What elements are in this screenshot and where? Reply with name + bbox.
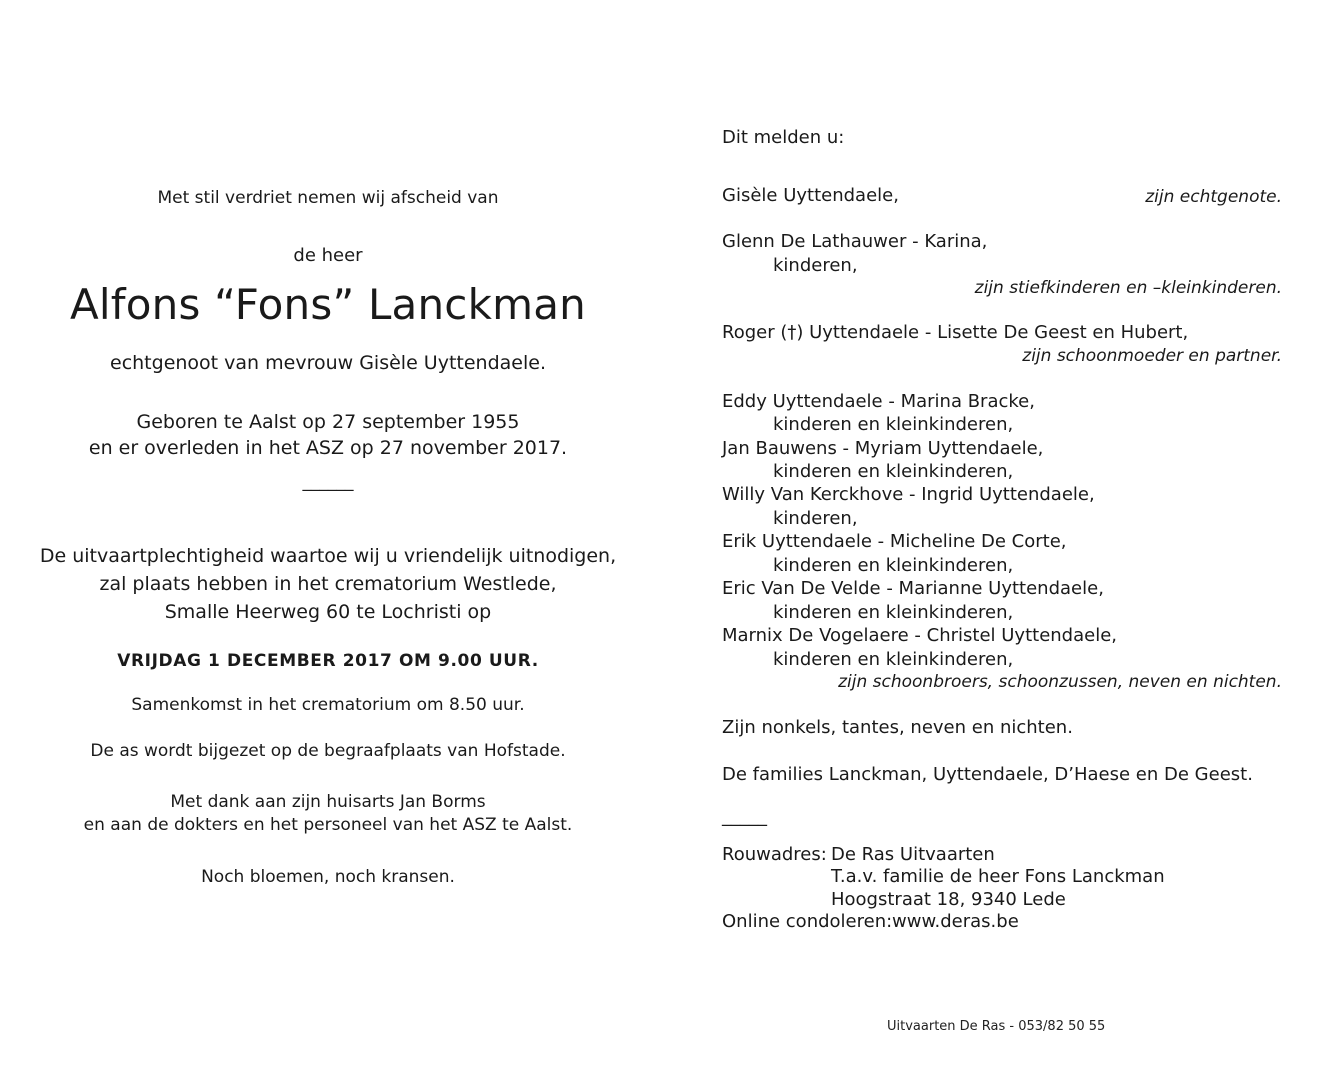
inlaw-name: Roger (†) Uyttendaele - Lisette De Geest en Hubert, xyxy=(722,322,1189,343)
address-line: T.a.v. familie de heer Fons Lanckman xyxy=(831,866,1165,887)
birth-line: Geboren te Aalst op 27 september 1955 xyxy=(136,411,520,433)
invitation-line: De uitvaartplechtigheid waartoe wij u vriendelijk uitnodigen, xyxy=(39,545,617,567)
stepchildren-sub: kinderen, xyxy=(773,255,858,276)
online-condolence-label: Online condoleren: xyxy=(722,911,893,932)
right-page xyxy=(722,0,1282,1080)
deceased-name: Alfons “Fons” Lanckman xyxy=(69,280,586,329)
sibling-name: Jan Bauwens - Myriam Uyttendaele, xyxy=(722,438,1044,459)
announcement-header: Dit melden u: xyxy=(722,127,845,148)
funeral-home-footer: Uitvaarten De Ras - 053/82 50 55 xyxy=(887,1019,1106,1034)
invitation-line: Smalle Heerweg 60 te Lochristi op xyxy=(164,601,492,623)
intro-text: Met stil verdriet nemen wij afscheid van xyxy=(157,188,499,208)
sibling-name: Marnix De Vogelaere - Christel Uyttendaele, xyxy=(722,625,1117,646)
flowers-line: Noch bloemen, noch kransen. xyxy=(201,867,455,887)
divider: ______ xyxy=(302,472,354,492)
spouse-line: echtgenoot van mevrouw Gisèle Uyttendaele. xyxy=(110,352,546,374)
sibling-name: Eddy Uyttendaele - Marina Bracke, xyxy=(722,391,1035,412)
spouse-name: Gisèle Uyttendaele, xyxy=(722,185,899,206)
address-line: De Ras Uitvaarten xyxy=(831,844,995,865)
address-line: Hoogstraat 18, 9340 Lede xyxy=(831,889,1066,910)
thanks-line: en aan de dokters en het personeel van het ASZ te Aalst. xyxy=(83,815,573,835)
address-label: Rouwadres: xyxy=(722,844,827,865)
spouse-role: zijn echtgenote. xyxy=(1145,187,1282,207)
uncles-line: Zijn nonkels, tantes, neven en nichten. xyxy=(722,717,1073,738)
thanks-line: Met dank aan zijn huisarts Jan Borms xyxy=(170,792,486,812)
families-line: De families Lanckman, Uyttendaele, D’Haese en De Geest. xyxy=(722,764,1253,785)
sibling-sub: kinderen en kleinkinderen, xyxy=(773,414,1014,435)
left-page xyxy=(0,0,656,1080)
divider: _____ xyxy=(722,806,767,827)
online-condolence-link[interactable]: www.deras.be xyxy=(892,911,1019,932)
sibling-sub: kinderen en kleinkinderen, xyxy=(773,555,1014,576)
stepchildren-name: Glenn De Lathauwer - Karina, xyxy=(722,231,988,252)
invitation-line: zal plaats hebben in het crematorium Westlede, xyxy=(99,573,557,595)
gathering-line: Samenkomst in het crematorium om 8.50 uur. xyxy=(131,695,525,715)
sibling-name: Eric Van De Velde - Marianne Uyttendaele, xyxy=(722,578,1104,599)
siblings-role: zijn schoonbroers, schoonzussen, neven en nichten. xyxy=(838,672,1282,692)
sibling-name: Erik Uyttendaele - Micheline De Corte, xyxy=(722,531,1067,552)
sibling-name: Willy Van Kerckhove - Ingrid Uyttendaele, xyxy=(722,484,1095,505)
stepchildren-role: zijn stiefkinderen en –kleinkinderen. xyxy=(974,278,1282,298)
ceremony-date: VRIJDAG 1 DECEMBER 2017 OM 9.00 UUR. xyxy=(117,651,539,671)
death-line: en er overleden in het ASZ op 27 november 2017. xyxy=(88,437,568,459)
sibling-sub: kinderen, xyxy=(773,508,858,529)
sibling-sub: kinderen en kleinkinderen, xyxy=(773,649,1014,670)
inlaw-role: zijn schoonmoeder en partner. xyxy=(1022,346,1282,366)
title-prefix: de heer xyxy=(293,245,363,266)
burial-line: De as wordt bijgezet op de begraafplaats van Hofstade. xyxy=(90,741,566,761)
sibling-sub: kinderen en kleinkinderen, xyxy=(773,602,1014,623)
sibling-sub: kinderen en kleinkinderen, xyxy=(773,461,1014,482)
